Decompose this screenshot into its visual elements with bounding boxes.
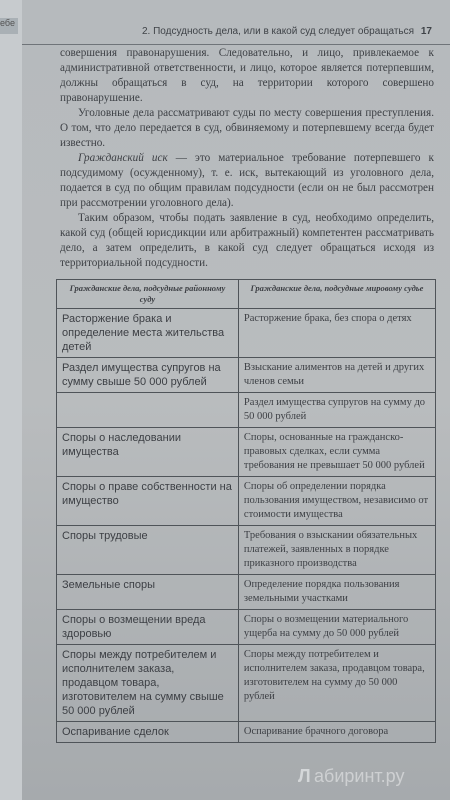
district-cell: Раздел имущества супругов на сумму свыше 50 000 рублей — [57, 358, 239, 393]
civil-claim-definition: — это материальное требование потерпевшего к подсудимому (осужденному), т. е. иск, вытекающий из уголовного дела, подается в суд по общим правилам подсудности (если он не был рассмотрен при рассмотрении уголовного дела). — [60, 152, 434, 209]
header-rule — [22, 44, 450, 45]
paragraph-civil-claim — [60, 151, 434, 211]
paragraph-criminal: Уголовные дела рассматривают суды по месту совершения преступления. О том, что дело передается в суд, обвиняемому и потерпевшему всегда будет известно. — [60, 107, 434, 149]
paragraph-offenses: совершения правонарушения. Следовательно, и лицо, привлекаемое к административной ответственности, и лицо, которое является потерпевшим, должны обращаться в суд, на территории которого совершено правонарушение. — [60, 47, 434, 104]
header-district-court: Гражданские дела, подсудные районному суду — [57, 280, 239, 309]
district-cell: Споры трудовые — [57, 526, 239, 575]
table-row — [57, 645, 436, 722]
magistrate-cell: Требования о взыскании обязательных платежей, заявленных в порядке приказного производства — [238, 526, 435, 575]
district-cell: Споры между потребителем и исполнителем заказа, продавцом товара, изготовителем на сумму свыше 50 000 рублей — [57, 645, 239, 722]
magistrate-cell: Споры между потребителем и исполнителем заказа, продавцом товара, изготовителем на сумму до 50 000 рублей — [238, 645, 435, 722]
district-cell: Земельные споры — [57, 575, 239, 610]
table-row — [57, 309, 436, 358]
book-page — [22, 0, 450, 800]
table-row — [57, 526, 436, 575]
table-row — [57, 477, 436, 526]
magistrate-cell: Споры, основанные на гражданско-правовых сделках, если сумма требования не превышает 50 000 рублей — [238, 428, 435, 477]
table-row — [57, 393, 436, 428]
labirint-logo-icon: Л — [298, 766, 311, 786]
watermark-text: абиринт.ру — [314, 766, 405, 786]
magistrate-cell: Раздел имущества супругов на сумму до 50 000 рублей — [238, 393, 435, 428]
table-header-row — [57, 280, 436, 309]
table-row — [57, 610, 436, 645]
table-row — [57, 575, 436, 610]
jurisdiction-table — [56, 279, 436, 743]
magistrate-cell: Оспаривание брачного договора — [238, 722, 435, 743]
body-text — [60, 46, 434, 271]
running-head — [142, 26, 432, 42]
district-cell: Споры о возмещении вреда здоровью — [57, 610, 239, 645]
table-row — [57, 358, 436, 393]
magistrate-cell: Взыскание алиментов на детей и других членов семьи — [238, 358, 435, 393]
district-cell — [57, 393, 239, 428]
chapter-title: 2. Подсудность дела, или в какой суд следует обращаться — [142, 26, 415, 37]
district-cell: Споры о наследовании имущества — [57, 428, 239, 477]
magistrate-cell: Расторжение брака, без спора о детях — [238, 309, 435, 358]
table-row — [57, 722, 436, 743]
district-cell: Споры о праве собственности на имущество — [57, 477, 239, 526]
civil-claim-term: Гражданский иск — [78, 152, 168, 164]
adjacent-page-edge — [0, 0, 22, 800]
district-cell: Оспаривание сделок — [57, 722, 239, 743]
labirint-watermark — [298, 766, 404, 787]
page-number: 17 — [420, 26, 432, 37]
adjacent-page-tab: ебе — [0, 18, 18, 34]
magistrate-cell: Споры о возмещении материального ущерба на сумму до 50 000 рублей — [238, 610, 435, 645]
paragraph-conclusion: Таким образом, чтобы подать заявление в суд, необходимо определить, какой суд (общей юрисдикции или арбитражный) компетентен рассматривать дело, а затем определить, в какой суд следует обращаться исходя из территориальной подсудности. — [60, 212, 434, 269]
table-row — [57, 428, 436, 477]
magistrate-cell: Определение порядка пользования земельными участками — [238, 575, 435, 610]
header-magistrate: Гражданские дела, подсудные мировому судье — [238, 280, 435, 309]
magistrate-cell: Споры об определении порядка пользования имуществом, независимо от стоимости имущества — [238, 477, 435, 526]
district-cell: Расторжение брака и определение места жительства детей — [57, 309, 239, 358]
